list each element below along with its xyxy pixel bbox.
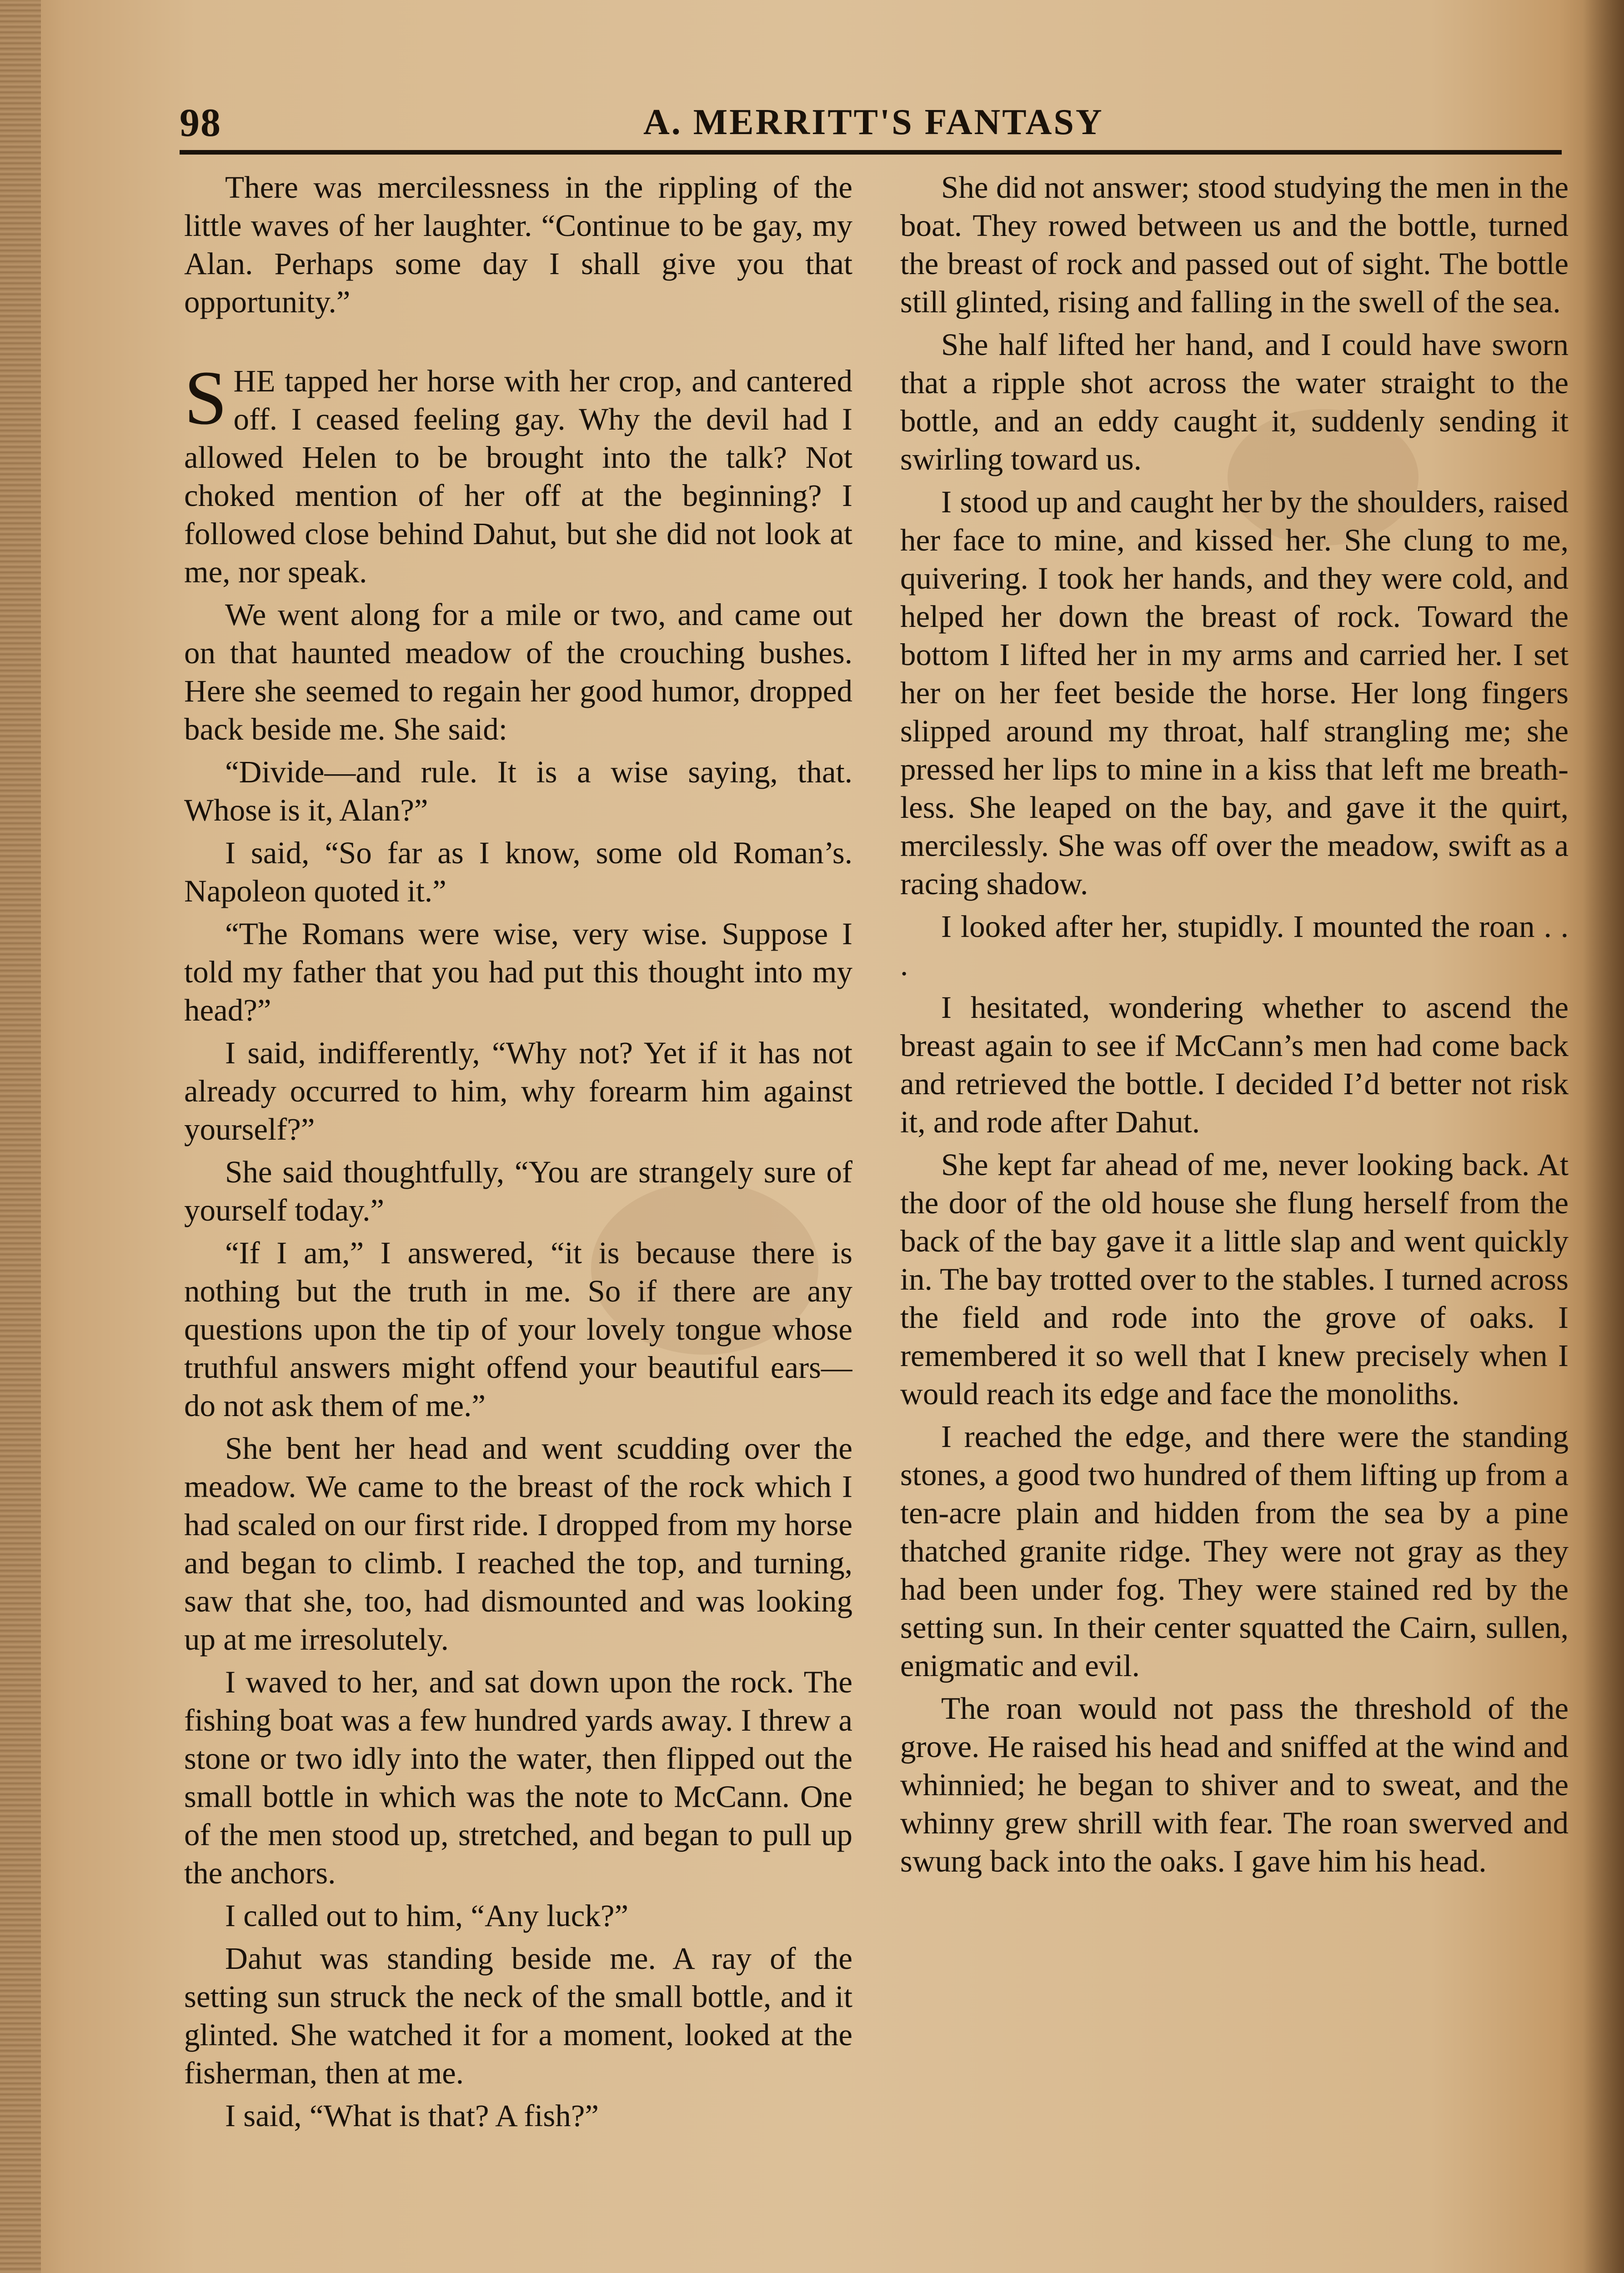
running-head: A. MERRITT'S FANTASY (643, 102, 1104, 142)
paragraph: She half lifted her hand, and I could have sworn that a ripple shot across the water straight to the bottle, and an eddy caught it, suddenly sending it swirling toward us. (900, 327, 1569, 476)
paragraph: She did not answer; stood studying the men in the boat. They rowed between us and the bottle, turned the breast of rock and passed out of sight. The bottle still glinted, rising and falling in the swell of the sea. (900, 170, 1569, 319)
paragraph: There was mercilessness in the rippling of the little waves of her laughter. “Continue to be gay, my Alan. Perhaps some day I shall give you that opportunity.” (184, 170, 852, 319)
page-header (180, 100, 1562, 150)
paragraph: The roan would not pass the threshold of the grove. He raised his head and sniffed at the wind and whinnied; he began to shiver and to sweat, and the whinny grew shrill with fear. The roan swerved and swung back into the oaks. I gave him his head. (900, 1691, 1569, 1878)
paragraph: Dahut was standing beside me. A ray of the setting sun struck the neck of the small bottle, and it glinted. She watched it for a moment, looked at the fisherman, then at me. (184, 1941, 852, 2090)
paragraph: I stood up and caught her by the shoulders, raised her face to mine, and kissed her. She clung to me, quivering. I took her hands, and they were cold, and helped her down the breast of rock. Toward the bottom I lifted her in my arms and carried her. I set her on her feet beside the horse. Her long fingers slipped around my throat, half strangling me; she pressed her lips to mine in a kiss that left me breathless. She leaped on the bay, and gave it the quirt, mercilessly. She was off over the meadow, swift as a racing shadow. (900, 485, 1569, 901)
paragraph-text: HE tapped her horse with her crop, and cantered off. I ceased feeling gay. Why the devil had I allowed Helen to be brought into the talk? Not choked mention of her off at the beginning? I followed close behind Dahut, but she did not look at me, nor speak. (184, 364, 852, 589)
page-spine-binding (0, 0, 41, 2273)
header-rule (180, 150, 1562, 155)
paragraph: “The Romans were wise, very wise. Suppose I told my father that you had put this thought into my head?” (184, 916, 852, 1027)
paragraph: I reached the edge, and there were the standing stones, a good two hundred of them lifting up from a ten-acre plain and hidden from the sea by a pine thatched granite ridge. They were not gray as they had been under fog. They were stained red by the setting sun. In their center squatted the Cairn, sullen, enigmatic and evil. (900, 1419, 1569, 1683)
section-start-paragraph (184, 355, 852, 591)
paragraph: I said, indifferently, “Why not? Yet if it has not already occurred to him, why forearm him against yourself?” (184, 1036, 852, 1147)
paragraph: I looked after her, stupidly. I mounted the roan . . . (900, 909, 1569, 982)
paragraph: I waved to her, and sat down upon the rock. The fishing boat was a few hundred yards away. I threw a stone or two idly into the water, then flipped out the small bottle in which was the note to McCann. One of the men stood up, stretched, and began to pull up the anchors. (184, 1665, 852, 1890)
paragraph: “If I am,” I answered, “it is because there is nothing but the truth in me. So if there are any questions upon the tip of your lovely tongue whose truthful answers might offend your beautiful ears—do not ask them of me.” (184, 1236, 852, 1423)
paragraph: I said, “What is that? A fish?” (225, 2098, 599, 2133)
page-edge-shadow (1583, 0, 1624, 2273)
paragraph: She bent her head and went scudding over the meadow. We came to the breast of the rock which I had scaled on our first ride. I dropped from my horse and began to climb. I reached the top, and turning, saw that she, too, had dismounted and was looking up at me irresolutely. (184, 1431, 852, 1657)
paragraph: I called out to him, “Any luck?” (225, 1898, 629, 1933)
paragraph: She said thoughtfully, “You are strangely sure of yourself today.” (184, 1155, 852, 1227)
left-column (184, 168, 852, 2273)
paragraph: I said, “So far as I know, some old Roman’s. Napoleon quoted it.” (184, 836, 852, 908)
right-column (900, 168, 1569, 2273)
paragraph: I hesitated, wondering whether to ascend the breast again to see if McCann’s men had come back and retrieved the bottle. I decided I’d better not risk it, and rode after Dahut. (900, 990, 1569, 1139)
paragraph: We went along for a mile or two, and came out on that haunted meadow of the crouching bushes. Here she seemed to regain her good humor, dropped back beside me. She said: (184, 597, 852, 746)
page-number: 98 (180, 101, 221, 145)
paragraph: She kept far ahead of me, never looking back. At the door of the old house she flung herself from the back of the bay gave it a little slap and went quickly in. The bay trotted over to the stables. I turned across the field and rode into the grove of oaks. I remembered it so well that I knew precisely when I would reach its edge and face the monoliths. (900, 1147, 1569, 1411)
paragraph: “Divide—and rule. It is a wise saying, that. Whose is it, Alan?” (184, 755, 852, 827)
drop-cap: S (184, 355, 227, 441)
